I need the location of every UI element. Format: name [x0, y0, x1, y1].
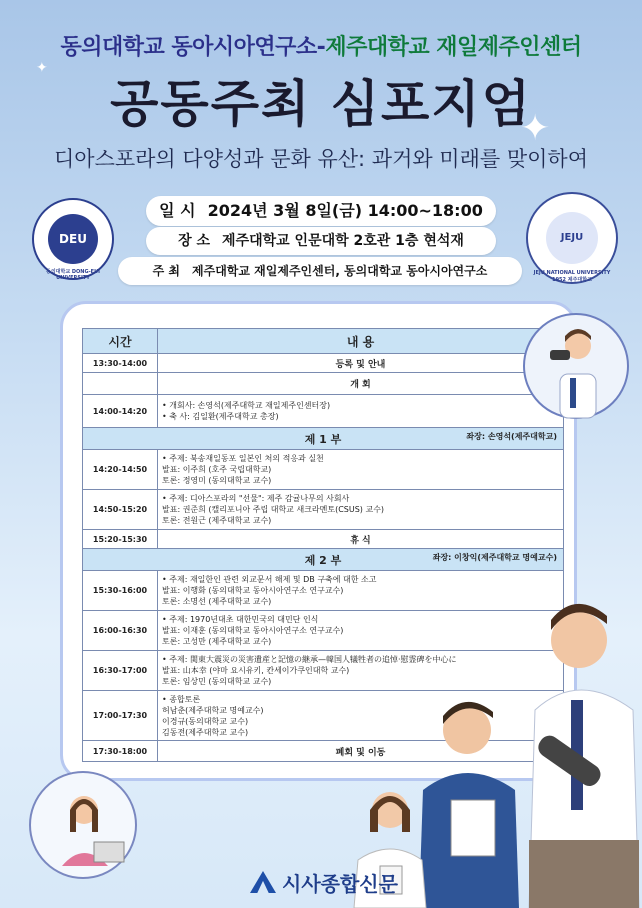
row-line: 이경규(동의대학교 교수)	[162, 716, 249, 726]
row-line: 토론: 소명선 (제주대학교 교수)	[162, 597, 272, 606]
person-binoculars-illustration	[522, 312, 630, 420]
newspaper-logo	[250, 868, 398, 896]
dongeui-seal-mark: DEU	[59, 232, 87, 246]
jeju-seal-text: JEJU NATIONAL UNIVERSITY 1952 제주대학교	[533, 270, 611, 283]
date-pill	[146, 196, 496, 226]
row-time	[83, 373, 158, 395]
section-row	[83, 549, 564, 571]
place-value: 제주대학교 인문대학 2호관 1층 현석재	[222, 233, 464, 249]
host-value: 제주대학교 재일제주인센터, 동의대학교 동아시아연구소	[192, 264, 488, 278]
place-label: 장 소	[178, 233, 211, 249]
row-content	[158, 490, 564, 530]
row-line: 발표: 이행화 (동의대학교 동아시아연구소 연구교수)	[162, 586, 344, 595]
place-pill	[146, 227, 496, 255]
row-time: 17:30-18:00	[83, 741, 158, 762]
person-document-illustration	[415, 690, 525, 908]
dongeui-seal	[32, 198, 114, 280]
sparkle-icon: ✦	[520, 108, 551, 149]
person-laptop-illustration	[28, 770, 138, 880]
section-title: 제 2 부	[304, 553, 342, 567]
row-line: 허남춘(제주대학교 명예교수)	[162, 705, 264, 715]
section-chair: 좌장: 이창익(제주대학교 명예교수)	[432, 553, 557, 562]
table-row	[83, 651, 564, 691]
col-content-header: 내 용	[158, 329, 564, 354]
row-line: 김동전(제주대학교 교수)	[162, 727, 249, 737]
row-time: 14:00-14:20	[83, 395, 158, 428]
row-content: 등록 및 안내	[158, 354, 564, 373]
row-line: 토론: 임상민 (동의대학교 교수)	[162, 677, 272, 686]
table-row	[83, 395, 564, 428]
sparkle-icon: ✦	[36, 60, 48, 76]
col-time-header: 시간	[83, 329, 158, 354]
row-line: • 주제: 関東大震災の災害遺産と記憶の継承—韓国人犠牲者の追悼·慰霊碑を中心に	[162, 655, 457, 664]
row-line: • 주제: 북송재일동포 일본인 처의 적응과 실천	[162, 454, 324, 463]
row-time: 17:00-17:30	[83, 691, 158, 741]
newspaper-logo-icon	[250, 871, 276, 893]
host-label: 주 최	[152, 264, 181, 278]
section-row	[83, 428, 564, 450]
row-time: 16:30-17:00	[83, 651, 158, 691]
row-content	[158, 651, 564, 691]
row-content: 폐회 및 이동	[158, 741, 564, 762]
row-line: 토론: 전원근 (제주대학교 교수)	[162, 516, 272, 525]
organizer-heading	[0, 30, 642, 61]
row-content	[158, 450, 564, 490]
organizer-dash: -	[316, 35, 326, 60]
row-line: • 주제: 디아스포라의 "선물": 제주 감귤나무의 사회사	[162, 494, 350, 503]
row-line: • 축 사: 김일환(제주대학교 총장)	[162, 412, 279, 421]
section-title: 제 1 부	[304, 432, 342, 446]
date-value: 2024년 3월 8일(금) 14:00~18:00	[207, 201, 483, 220]
table-row	[83, 571, 564, 611]
row-content: 개 회	[158, 373, 564, 395]
page-subtitle: 디아스포라의 다양성과 문화 유산: 과거와 미래를 맞이하여	[54, 147, 588, 171]
row-time: 14:50-15:20	[83, 490, 158, 530]
row-line: • 주제: 재일한인 관련 외교문서 해제 및 DB 구축에 대한 소고	[162, 575, 377, 584]
table-row	[83, 373, 564, 395]
row-content	[158, 571, 564, 611]
row-time: 15:20-15:30	[83, 530, 158, 549]
jeju-seal-mark: JEJU	[560, 232, 584, 243]
row-line: • 주제: 1970년대초 대한민국의 대민단 인식	[162, 615, 319, 624]
row-line: 발표: 山本幸 (야마 요시유키, 칸세이가쿠인대학 교수)	[162, 666, 350, 675]
row-line: 토론: 고성만 (제주대학교 교수)	[162, 637, 272, 646]
row-line: 발표: 권준희 (캘리포니아 주립 대학교 새크라멘토(CSUS) 교수)	[162, 505, 385, 514]
table-row	[83, 530, 564, 549]
person-telescope-illustration	[515, 590, 642, 908]
table-row	[83, 354, 564, 373]
table-row	[83, 450, 564, 490]
section-cell	[83, 549, 564, 571]
row-content	[158, 611, 564, 651]
organizer-2: 제주대학교 재일제주인센터	[325, 35, 582, 60]
row-line: 발표: 이재훈 (동의대학교 동아시아연구소 연구교수)	[162, 626, 344, 635]
row-content	[158, 395, 564, 428]
jeju-seal	[526, 192, 618, 284]
dongeui-seal-text: 동의대학교 DONG-EUI UNIVERSITY	[46, 269, 100, 281]
section-cell	[83, 428, 564, 450]
row-line: • 종합토론	[162, 694, 201, 704]
newspaper-brand: 시사종합신문	[282, 871, 398, 896]
row-time: 13:30-14:00	[83, 354, 158, 373]
page-title: 공동주최 심포지엄	[110, 75, 532, 133]
organizer-1: 동의대학교 동아시아연구소	[60, 35, 317, 60]
row-content: 휴 식	[158, 530, 564, 549]
date-label: 일 시	[159, 201, 196, 220]
row-line: 발표: 이주희 (호주 국립대학교)	[162, 465, 272, 474]
table-row	[83, 490, 564, 530]
row-time: 14:20-14:50	[83, 450, 158, 490]
row-time: 15:30-16:00	[83, 571, 158, 611]
host-pill	[118, 257, 522, 285]
row-time: 16:00-16:30	[83, 611, 158, 651]
table-row	[83, 611, 564, 651]
section-chair: 좌장: 손영석(제주대학교)	[466, 432, 557, 441]
row-line: 토론: 정영미 (동의대학교 교수)	[162, 476, 272, 485]
row-line: • 개회사: 손영석(제주대학교 재일제주인센터장)	[162, 401, 331, 410]
